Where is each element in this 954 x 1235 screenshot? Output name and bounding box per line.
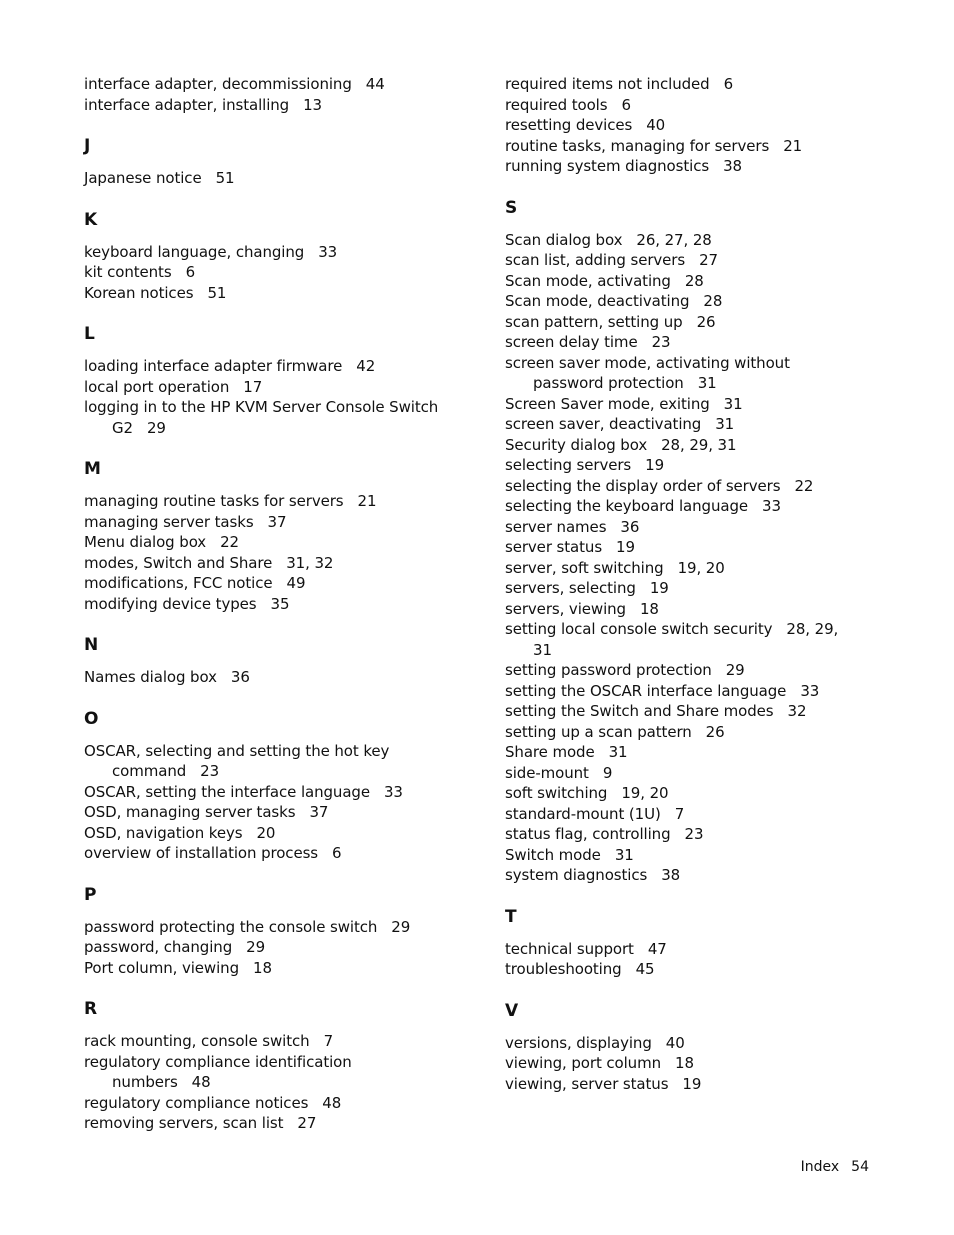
page-footer <box>801 1157 869 1177</box>
index-letter-heading: K <box>84 209 98 230</box>
index-entry <box>84 1031 444 1052</box>
index-entry-pages: 36 <box>230 668 250 686</box>
index-entry-term: side-mount <box>505 763 589 782</box>
index-entry-pages: 6 <box>723 75 734 93</box>
index-entry-pages: 28 <box>684 271 704 290</box>
index-entry-term: status flag, controlling <box>505 825 671 843</box>
footer-page-number: 54 <box>851 1159 869 1175</box>
index-entry-pages: 47 <box>647 939 667 958</box>
index-entry <box>84 1093 444 1114</box>
index-entry-term: screen saver mode, activating without password protection <box>505 353 790 392</box>
index-entry-pages: 51 <box>215 169 235 187</box>
index-entry <box>84 594 444 615</box>
index-entry-pages: 31 <box>697 374 717 392</box>
index-entry-pages: 6 <box>332 844 342 862</box>
index-entry <box>84 741 444 782</box>
index-entry <box>505 156 850 177</box>
index-entry-term: Scan dialog box <box>505 230 623 249</box>
index-entry-pages: 38 <box>723 157 742 175</box>
index-entry-pages: 33 <box>383 782 403 801</box>
index-entry <box>505 845 850 866</box>
index-entry-term: Screen Saver mode, exiting <box>505 394 710 413</box>
index-entry-term: selecting servers <box>505 456 632 474</box>
index-entry-pages: 37 <box>267 512 287 531</box>
index-letter-heading: O <box>84 708 99 729</box>
index-entry <box>505 619 850 660</box>
index-letter-heading: V <box>505 1000 519 1021</box>
index-entry-pages: 31 <box>715 415 735 433</box>
index-entry <box>84 667 444 688</box>
index-entry-term: setting the OSCAR interface language <box>505 681 787 700</box>
index-entry-term: scan pattern, setting up <box>505 312 683 331</box>
index-letter-heading: L <box>84 324 95 344</box>
index-entry <box>84 74 444 95</box>
index-entry <box>84 262 444 283</box>
index-entry <box>84 283 444 304</box>
index-entry-pages: 9 <box>602 763 613 782</box>
index-entry-term: OSD, navigation keys <box>84 823 243 842</box>
index-entry-pages: 19 <box>649 579 669 597</box>
index-entry-pages: 23 <box>684 825 704 843</box>
index-entry <box>505 804 850 825</box>
index-entry-term: Menu dialog box <box>84 533 207 551</box>
index-entry <box>505 74 850 95</box>
index-entry-term: overview of installation process <box>84 844 319 862</box>
index-entry <box>84 573 444 594</box>
index-entry-pages: 36 <box>620 517 640 536</box>
index-entry-pages: 26 <box>705 722 725 741</box>
index-entry <box>505 312 850 333</box>
index-entry-pages: 33 <box>762 497 781 515</box>
index-entry-pages: 13 <box>303 95 322 114</box>
index-entry-term: standard-mount (1U) <box>505 804 661 823</box>
index-letter-heading: T <box>505 906 517 927</box>
index-entry-pages: 22 <box>794 476 814 495</box>
index-entry <box>505 865 850 886</box>
index-entry-term: selecting the keyboard language <box>505 497 748 515</box>
index-entry-pages: 31, 32 <box>286 553 334 572</box>
index-entry-term: running system diagnostics <box>505 157 710 175</box>
index-entry-term: Japanese notice <box>84 169 202 187</box>
index-letter-heading: R <box>84 999 98 1019</box>
index-entry-pages: 20 <box>256 823 276 842</box>
index-entry-term: troubleshooting <box>505 960 622 978</box>
index-entry-term: password protecting the console switch <box>84 917 378 936</box>
index-entry-term: loading interface adapter firmware <box>84 357 343 375</box>
index-entry-pages: 42 <box>356 357 376 375</box>
index-entry-pages: 22 <box>220 533 239 551</box>
index-entry-term: password, changing <box>84 938 233 956</box>
index-entry <box>505 250 850 271</box>
index-entry-term: OSD, managing server tasks <box>84 803 296 821</box>
index-entry <box>505 455 850 476</box>
index-entry-term: Port column, viewing <box>84 958 239 977</box>
index-entry <box>505 558 850 579</box>
index-entry <box>505 435 850 456</box>
index-entry-pages: 19, 20 <box>621 784 669 802</box>
index-entry-term: soft switching <box>505 784 608 802</box>
index-entry-pages: 27 <box>297 1114 317 1132</box>
index-entry <box>505 271 850 292</box>
index-entry-term: required items not included <box>505 75 710 93</box>
index-entry-term: viewing, port column <box>505 1054 662 1072</box>
index-entry-term: versions, displaying <box>505 1033 652 1052</box>
index-entry-pages: 19 <box>645 456 665 474</box>
index-entry <box>505 599 850 620</box>
index-entry-term: screen delay time <box>505 333 638 351</box>
index-entry <box>505 1033 850 1054</box>
index-letter-heading: S <box>505 197 518 218</box>
index-letter-heading: M <box>84 459 101 479</box>
index-entry-term: technical support <box>505 939 634 958</box>
index-entry-pages: 29 <box>391 917 411 936</box>
index-entry-pages: 28 <box>703 292 723 310</box>
index-entry-term: keyboard language, changing <box>84 242 305 261</box>
index-entry-term: setting local console switch security <box>505 620 773 638</box>
index-letter-heading: J <box>84 136 91 156</box>
index-entry-term: managing server tasks <box>84 512 254 531</box>
footer-label: Index <box>800 1159 840 1175</box>
index-column-left <box>84 74 444 1134</box>
index-entry <box>84 1113 444 1134</box>
index-entry <box>505 763 850 784</box>
index-entry <box>505 95 850 116</box>
index-entry <box>84 242 444 263</box>
index-entry-term: removing servers, scan list <box>84 1114 284 1132</box>
index-entry <box>505 476 850 497</box>
index-entry <box>84 356 444 377</box>
index-entry-pages: 31 <box>614 845 634 864</box>
index-entry-term: routine tasks, managing for servers <box>505 136 770 155</box>
index-entry-pages: 6 <box>185 263 196 281</box>
index-entry <box>84 168 444 189</box>
index-entry <box>505 353 850 394</box>
index-entry <box>505 578 850 599</box>
index-entry <box>84 958 444 979</box>
index-entry <box>505 959 850 980</box>
index-entry-pages: 7 <box>674 804 685 823</box>
index-entry-pages: 7 <box>323 1032 334 1050</box>
index-entry-term: server, soft switching <box>505 558 664 577</box>
index-entry-pages: 31 <box>608 743 628 761</box>
index-entry <box>84 917 444 938</box>
index-entry <box>84 802 444 823</box>
index-entry <box>505 394 850 415</box>
index-entry-pages: 32 <box>787 702 807 720</box>
index-entry <box>84 397 444 438</box>
index-entry <box>84 1052 444 1093</box>
index-entry-pages: 23 <box>651 333 671 351</box>
index-entry-term: regulatory compliance identification numbers <box>84 1052 352 1091</box>
index-entry <box>84 553 444 574</box>
index-entry-pages: 17 <box>243 377 263 396</box>
index-entry-term: system diagnostics <box>505 866 648 884</box>
index-entry-term: managing routine tasks for servers <box>84 492 344 510</box>
index-entry-term: selecting the display order of servers <box>505 476 781 495</box>
index-entry-pages: 40 <box>665 1033 685 1052</box>
index-entry-term: resetting devices <box>505 116 633 134</box>
index-entry-term: OSCAR, selecting and setting the hot key command <box>84 741 390 780</box>
index-entry <box>505 939 850 960</box>
index-entry-term: regulatory compliance notices <box>84 1093 309 1112</box>
index-entry-pages: 26 <box>696 312 716 331</box>
index-entry <box>505 1053 850 1074</box>
index-entry-pages: 23 <box>200 762 220 780</box>
index-entry-term: local port operation <box>84 377 230 396</box>
index-entry <box>84 512 444 533</box>
index-entry-pages: 48 <box>191 1073 211 1091</box>
index-entry <box>505 742 850 763</box>
index-entry-pages: 28, 29, 31 <box>661 435 737 454</box>
index-entry-pages: 19 <box>616 538 635 556</box>
index-entry-pages: 49 <box>286 574 306 592</box>
index-entry-term: required tools <box>505 95 608 114</box>
index-entry-term: servers, viewing <box>505 599 626 618</box>
index-entry <box>505 701 850 722</box>
index-entry-pages: 51 <box>207 283 227 302</box>
index-entry <box>84 782 444 803</box>
index-entry-pages: 21 <box>783 136 803 155</box>
index-entry-term: viewing, server status <box>505 1074 669 1093</box>
index-entry-pages: 33 <box>318 242 338 261</box>
index-entry <box>84 532 444 553</box>
index-entry-term: server names <box>505 517 607 536</box>
index-entry-pages: 19 <box>682 1074 702 1093</box>
index-entry-pages: 44 <box>365 75 385 93</box>
index-entry-pages: 29 <box>725 661 745 679</box>
index-entry-pages: 37 <box>309 803 329 821</box>
index-entry-pages: 26, 27, 28 <box>636 230 712 249</box>
index-entry-pages: 18 <box>639 599 659 618</box>
index-entry <box>505 660 850 681</box>
index-entry <box>505 681 850 702</box>
index-entry-pages: 18 <box>253 958 272 977</box>
index-entry-term: interface adapter, installing <box>84 95 290 114</box>
index-entry-pages: 6 <box>621 95 631 114</box>
index-entry <box>505 230 850 251</box>
index-entry-term: setting password protection <box>505 661 712 679</box>
index-letter-heading: P <box>84 884 97 905</box>
index-entry <box>505 537 850 558</box>
index-entry-pages: 40 <box>646 116 666 134</box>
index-entry-pages: 31 <box>723 394 743 413</box>
index-entry-term: setting up a scan pattern <box>505 722 692 741</box>
index-entry-term: server status <box>505 538 603 556</box>
index-entry-pages: 33 <box>800 681 820 700</box>
index-entry-term: logging in to the HP KVM Server Console Switch G2 <box>84 398 439 437</box>
index-entry-term: scan list, adding servers <box>505 251 686 269</box>
index-entry <box>84 95 444 116</box>
index-entry <box>84 843 444 864</box>
index-entry-term: servers, selecting <box>505 579 636 597</box>
index-entry-pages: 38 <box>661 866 681 884</box>
index-entry-pages: 29 <box>146 418 166 437</box>
index-letter-heading: N <box>84 635 99 655</box>
index-entry <box>505 332 850 353</box>
index-entry-pages: 21 <box>357 492 377 510</box>
index-entry <box>505 136 850 157</box>
index-entry-term: OSCAR, setting the interface language <box>84 782 370 801</box>
index-entry-term: modifying device types <box>84 594 257 613</box>
index-entry-term: Scan mode, activating <box>505 271 671 290</box>
index-entry <box>505 1074 850 1095</box>
index-entry <box>505 517 850 538</box>
index-entry <box>84 823 444 844</box>
index-entry <box>505 783 850 804</box>
index-column-right <box>505 74 850 1094</box>
index-entry-term: modes, Switch and Share <box>84 553 273 572</box>
index-entry-pages: 27 <box>699 251 718 269</box>
index-entry-term: interface adapter, decommissioning <box>84 75 352 93</box>
index-entry-term: rack mounting, console switch <box>84 1032 310 1050</box>
index-entry <box>505 722 850 743</box>
index-entry-term: Share mode <box>505 743 595 761</box>
index-entry-term: Korean notices <box>84 283 194 302</box>
index-entry <box>84 937 444 958</box>
index-entry <box>505 496 850 517</box>
index-entry <box>84 491 444 512</box>
index-entry <box>505 291 850 312</box>
index-entry <box>505 824 850 845</box>
index-entry-term: kit contents <box>84 263 172 281</box>
index-entry-term: Switch mode <box>505 845 601 864</box>
index-entry-term: Security dialog box <box>505 435 648 454</box>
index-entry-pages: 18 <box>675 1054 694 1072</box>
index-entry-pages: 29 <box>246 938 266 956</box>
index-entry-term: setting the Switch and Share modes <box>505 702 774 720</box>
index-entry-term: Names dialog box <box>84 668 217 686</box>
index-entry-term: screen saver, deactivating <box>505 415 702 433</box>
index-entry <box>505 414 850 435</box>
index-entry-term: Scan mode, deactivating <box>505 292 690 310</box>
index-entry-pages: 28, 29, 31 <box>533 620 839 659</box>
index-entry-term: modifications, FCC notice <box>84 574 273 592</box>
index-entry-pages: 19, 20 <box>677 558 725 577</box>
index-entry-pages: 45 <box>635 960 655 978</box>
index-entry-pages: 48 <box>322 1093 342 1112</box>
index-entry <box>84 377 444 398</box>
index-entry <box>505 115 850 136</box>
index-entry-pages: 35 <box>270 594 290 613</box>
